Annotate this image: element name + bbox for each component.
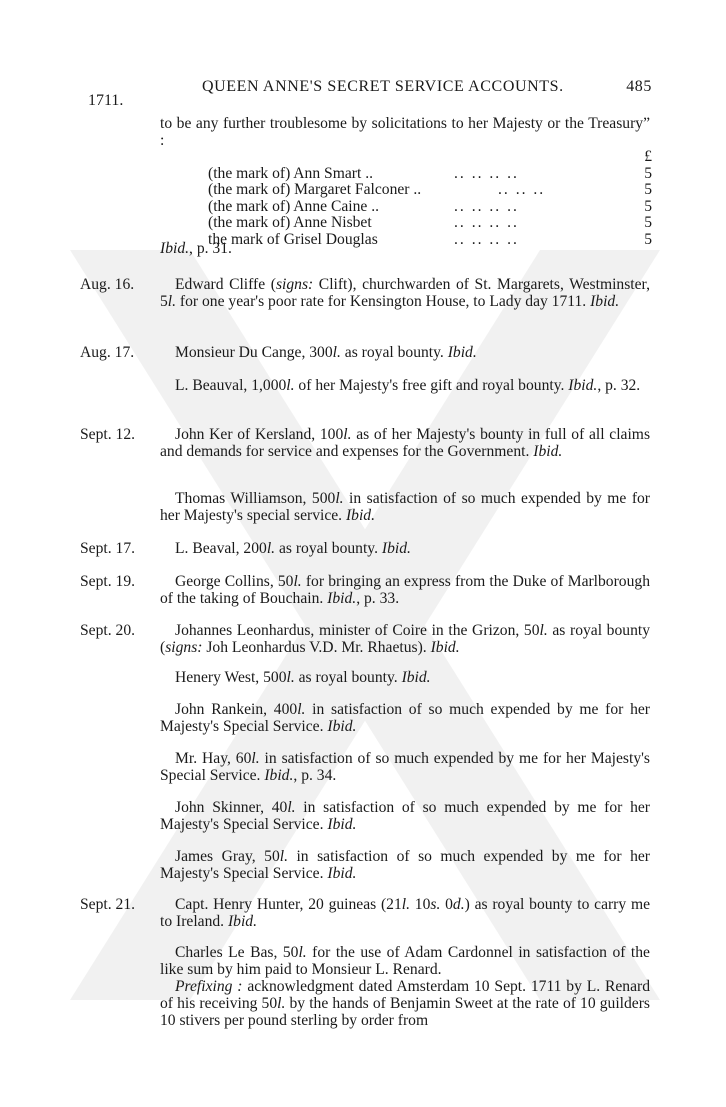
leader-dots: .. .. .. .. (454, 214, 519, 231)
currency-header-row (208, 148, 652, 165)
marks-table (208, 148, 652, 247)
entry-date: Sept. 19. (80, 573, 136, 590)
marks-row (208, 181, 652, 198)
entry-paragraph: Mr. Hay, 60l. in satisfaction of so much expended by me for her Majesty's Special Service. Ibid., p. 34. (160, 750, 650, 784)
mark-name: (the mark of) Anne Caine .. (208, 197, 380, 215)
entry-date: Sept. 12. (80, 426, 136, 443)
entry-date: Sept. 21. (80, 896, 136, 913)
entry-paragraph: James Gray, 50l. in satisfaction of so much expended by me for her Majesty's Special Service. Ibid. (160, 848, 650, 882)
marks-row (208, 165, 652, 182)
entry-paragraph: John Ker of Kersland, 100l. as of her Majesty's bounty in full of all claims and demands for service and expenses for the Government. Ibid. (160, 426, 651, 460)
entry-paragraph: Prefixing : acknowledgment dated Amsterdam 10 Sept. 1711 by L. Renard of his receiving 50l. by the hands of Benjamin Sweet at the rate of 10 guilders 10 stivers per pound sterling by order from (160, 978, 651, 1029)
leader-dots: .. .. .. .. (454, 164, 519, 182)
mark-name: the mark of Grisel Douglas (208, 230, 378, 248)
mark-amount: 5 (644, 214, 652, 231)
mark-name: (the mark of) Margaret Falconer .. (208, 181, 422, 198)
marks-row (208, 198, 652, 215)
leader-dots: .. .. .. (498, 181, 546, 198)
entry-paragraph: Capt. Henry Hunter, 20 guineas (21l. 10s. 0d.) as royal bounty to carry me to Ireland. Ibid. (160, 896, 650, 930)
entry-paragraph: L. Beauval, 1,000l. of her Majesty's free gift and royal bounty. Ibid., p. 32. (175, 377, 641, 394)
mark-amount: 5 (644, 230, 652, 248)
currency-symbol: £ (644, 148, 652, 165)
entry-paragraph: George Collins, 50l. for bringing an express from the Duke of Marlborough of the taking of Bouchain. Ibid., p. 33. (160, 573, 650, 607)
margin-year: 1711. (88, 92, 124, 109)
entry-paragraph: Thomas Williamson, 500l. in satisfaction of so much expended by me for her Majesty's special service. Ibid. (160, 490, 650, 524)
marks-reference: Ibid., p. 31. (160, 240, 232, 257)
leader-dots: .. .. .. .. (454, 230, 519, 248)
mark-amount: 5 (644, 197, 652, 215)
marks-row (208, 214, 652, 231)
entry-paragraph: Johannes Leonhardus, minister of Coire in the Grizon, 50l. as royal bounty (signs: Joh Leonhardus V.D. Mr. Rhaetus). Ibid. (160, 622, 650, 656)
entry-paragraph: John Rankein, 400l. in satisfaction of so much expended by me for her Majesty's Special Service. Ibid. (160, 701, 650, 735)
entry-paragraph: Henery West, 500l. as royal bounty. Ibid. (175, 669, 431, 686)
mark-name: (the mark of) Anne Nisbet (208, 214, 372, 231)
page-number: 485 (626, 78, 652, 95)
running-title: QUEEN ANNE'S SECRET SERVICE ACCOUNTS. (202, 78, 564, 95)
mark-name: (the mark of) Ann Smart .. (208, 164, 373, 182)
entry-date: Aug. 17. (80, 344, 135, 361)
mark-amount: 5 (644, 164, 652, 182)
mark-amount: 5 (644, 181, 652, 198)
entry-date: Sept. 17. (80, 540, 136, 557)
entry-date: Aug. 16. (80, 276, 135, 293)
entry-paragraph: L. Beaval, 200l. as royal bounty. Ibid. (175, 540, 411, 557)
entry-paragraph: John Skinner, 40l. in satisfaction of so much expended by me for her Majesty's Special Service. Ibid. (160, 799, 650, 833)
entry-date: Sept. 20. (80, 622, 136, 639)
entry-paragraph: Monsieur Du Cange, 300l. as royal bounty. Ibid. (175, 344, 477, 361)
leader-dots: .. .. .. .. (454, 197, 519, 215)
entry-paragraph: Charles Le Bas, 50l. for the use of Adam Cardonnel in satisfaction of the like sum by him paid to Monsieur L. Renard. (160, 944, 650, 978)
entry-paragraph: Edward Cliffe (signs: Clift), churchwarden of St. Margarets, Westminster, 5l. for one year's poor rate for Kensington House, to Lady day 1711. Ibid. (160, 276, 651, 310)
intro-paragraph: to be any further troublesome by solicitations to her Majesty or the Treasury” : (160, 115, 650, 149)
